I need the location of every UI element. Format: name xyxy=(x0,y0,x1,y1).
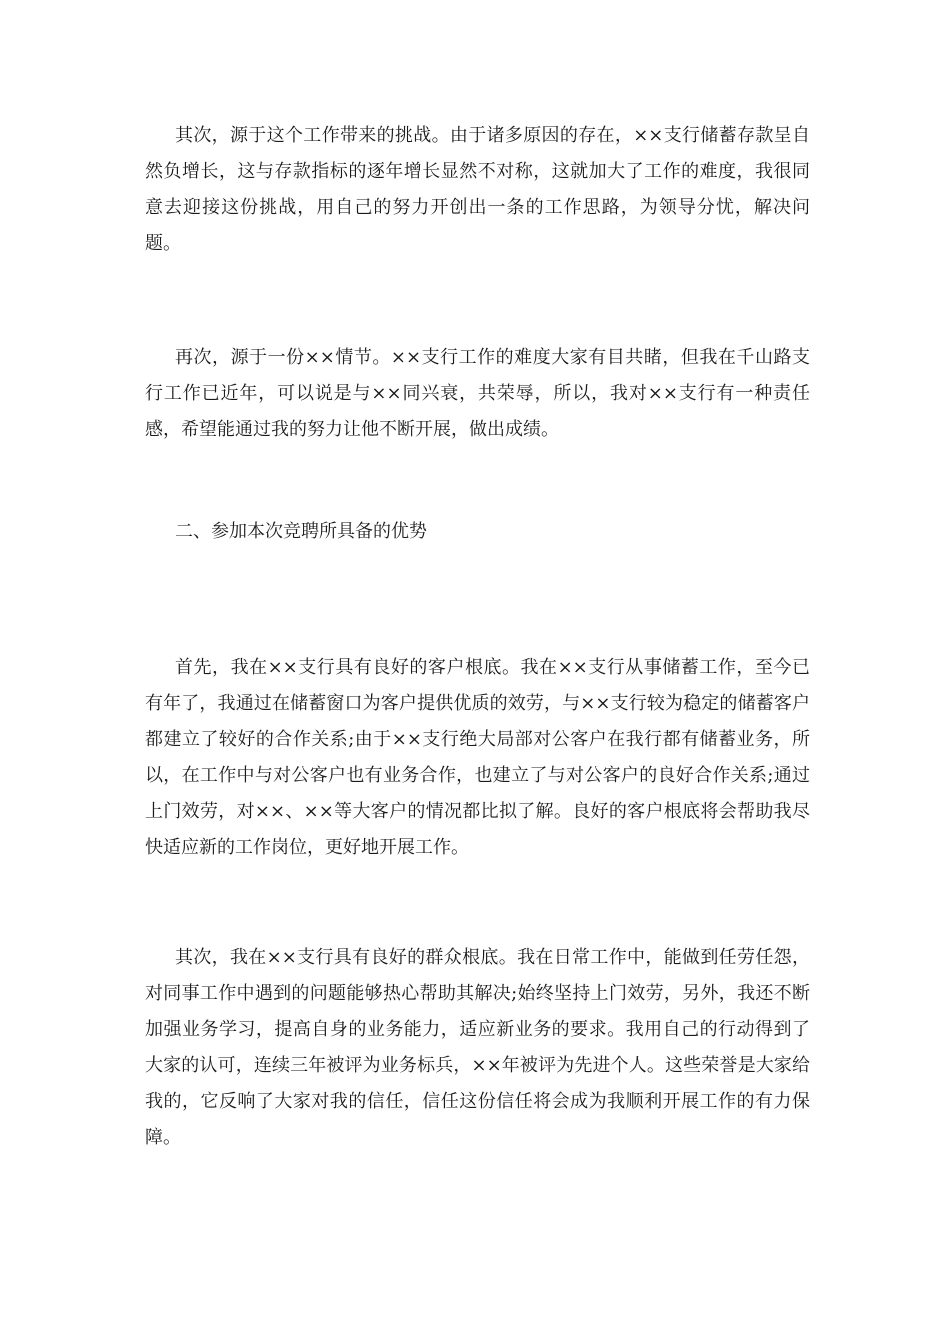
paragraph-mass-base: 其次，我在××支行具有良好的群众根底。我在日常工作中，能做到任劳任怨，对同事工作中遇到的问题能够热心帮助其解决;始终坚持上门效劳，另外，我还不断加强业务学习，提高自身的业务能力，适应新业务的要求。我用自己的行动得到了大家的认可，连续三年被评为业务标兵，××年被评为先进个人。这些荣誉是大家给我的，它反响了大家对我的信任，信任这份信任将会成为我顺利开展工作的有力保障。 xyxy=(145,947,810,1148)
paragraph-customer-base: 首先，我在××支行具有良好的客户根底。我在××支行从事储蓄工作，至今已有年了，我通过在储蓄窗口为客户提供优质的效劳，与××支行较为稳定的储蓄客户都建立了较好的合作关系;由于××支行绝大局部对公客户在我行都有储蓄业务，所以，在工作中与对公客户也有业务合作，也建立了与对公客户的良好合作关系;通过上门效劳，对××、××等大客户的情况都比拟了解。良好的客户根底将会帮助我尽快适应新的工作岗位，更好地开展工作。 xyxy=(145,657,810,858)
paragraph-sentiment: 再次，源于一份××情节。××支行工作的难度大家有目共睹，但我在千山路支行工作已近年，可以说是与××同兴衰，共荣辱，所以，我对××支行有一种责任感，希望能通过我的努力让他不断开展，做出成绩。 xyxy=(145,347,810,440)
section-heading-advantages: 二、参加本次竞聘所具备的优势 xyxy=(175,521,427,542)
paragraph-challenge: 其次，源于这个工作带来的挑战。由于诸多原因的存在，××支行储蓄存款呈自然负增长，这与存款指标的逐年增长显然不对称，这就加大了工作的难度，我很同意去迎接这份挑战，用自己的努力开创出一条的工作思路，为领导分忧，解决问题。 xyxy=(145,125,810,254)
